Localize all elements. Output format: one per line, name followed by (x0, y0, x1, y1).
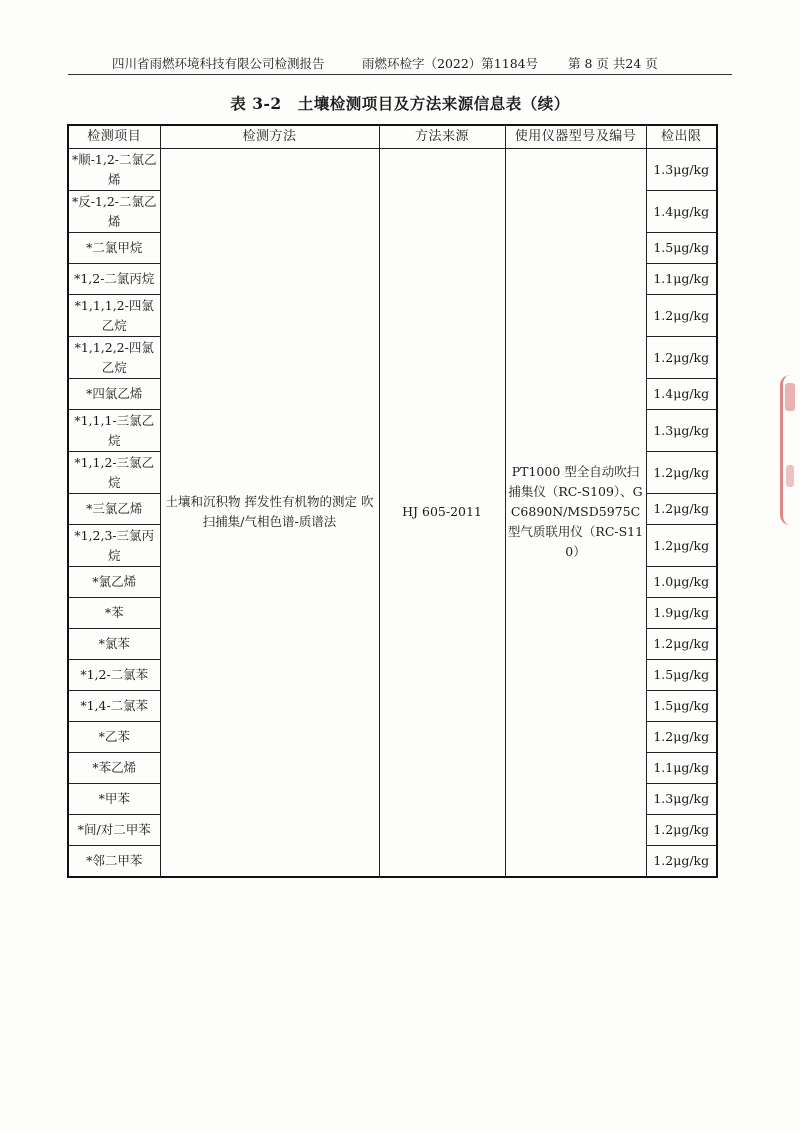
column-header-method: 检测方法 (160, 125, 379, 149)
test-method-cell: 土壤和沉积物 挥发性有机物的测定 吹扫捕集/气相色谱-质谱法 (160, 149, 379, 877)
column-header-item: 检测项目 (68, 125, 160, 149)
detection-limit-cell: 1.9μg/kg (646, 598, 717, 629)
column-header-limit: 检出限 (646, 125, 717, 149)
test-item-cell: *1,1,1,2-四氯乙烷 (68, 295, 160, 337)
detection-limit-cell: 1.5μg/kg (646, 233, 717, 264)
detection-limit-cell: 1.2μg/kg (646, 722, 717, 753)
test-item-cell: *四氯乙烯 (68, 379, 160, 410)
test-item-cell: *1,4-二氯苯 (68, 691, 160, 722)
test-item-cell: *苯 (68, 598, 160, 629)
detection-limit-cell: 1.2μg/kg (646, 337, 717, 379)
header-divider (68, 74, 732, 75)
detection-limit-cell: 1.1μg/kg (646, 753, 717, 784)
detection-limit-cell: 1.4μg/kg (646, 379, 717, 410)
test-item-cell: *氯乙烯 (68, 567, 160, 598)
page-number: 第 8 页 共24 页 (568, 56, 658, 71)
table-body (68, 149, 717, 877)
table-row (68, 149, 717, 191)
test-item-cell: *1,1,2-三氯乙烷 (68, 452, 160, 494)
instrument-cell: PT1000 型全自动吹扫捕集仪（RC-S109）、GC6890N/MSD5975C 型气质联用仪（RC-S110） (505, 149, 646, 877)
company-name: 四川省雨燃环境科技有限公司检测报告 (112, 56, 325, 71)
soil-test-table (67, 124, 718, 878)
table-title: 表 3-2 土壤检测项目及方法来源信息表（续） (230, 94, 570, 113)
column-header-instrument: 使用仪器型号及编号 (505, 125, 646, 149)
detection-limit-cell: 1.5μg/kg (646, 660, 717, 691)
detection-limit-cell: 1.2μg/kg (646, 815, 717, 846)
detection-limit-cell: 1.2μg/kg (646, 525, 717, 567)
detection-limit-cell: 1.4μg/kg (646, 191, 717, 233)
detection-limit-cell: 1.0μg/kg (646, 567, 717, 598)
test-item-cell: *邻二甲苯 (68, 846, 160, 877)
detection-limit-cell: 1.3μg/kg (646, 410, 717, 452)
test-item-cell: *1,2-二氯苯 (68, 660, 160, 691)
detection-limit-cell: 1.1μg/kg (646, 264, 717, 295)
detection-limit-cell: 1.2μg/kg (646, 846, 717, 877)
page-header (0, 50, 800, 74)
column-header-source: 方法来源 (379, 125, 505, 149)
test-item-cell: *苯乙烯 (68, 753, 160, 784)
detection-limit-cell: 1.2μg/kg (646, 452, 717, 494)
test-item-cell: *1,1,2,2-四氯乙烷 (68, 337, 160, 379)
test-item-cell: *间/对二甲苯 (68, 815, 160, 846)
test-item-cell: *三氯乙烯 (68, 494, 160, 525)
test-item-cell: *1,1,1-三氯乙烷 (68, 410, 160, 452)
test-item-cell: *乙苯 (68, 722, 160, 753)
detection-limit-cell: 1.3μg/kg (646, 149, 717, 191)
test-item-cell: *反-1,2-二氯乙烯 (68, 191, 160, 233)
detection-limit-cell: 1.2μg/kg (646, 295, 717, 337)
detection-limit-cell: 1.5μg/kg (646, 691, 717, 722)
test-item-cell: *氯苯 (68, 629, 160, 660)
detection-limit-cell: 1.2μg/kg (646, 494, 717, 525)
test-item-cell: *二氯甲烷 (68, 233, 160, 264)
detection-limit-cell: 1.3μg/kg (646, 784, 717, 815)
test-item-cell: *甲苯 (68, 784, 160, 815)
test-item-cell: *顺-1,2-二氯乙烯 (68, 149, 160, 191)
table-header-row (68, 125, 717, 149)
detection-limit-cell: 1.2μg/kg (646, 629, 717, 660)
test-item-cell: *1,2-二氯丙烷 (68, 264, 160, 295)
report-number: 雨燃环检字（2022）第1184号 (362, 56, 539, 71)
method-source-cell: HJ 605-2011 (379, 149, 505, 877)
red-seal-stamp (780, 375, 799, 525)
test-item-cell: *1,2,3-三氯丙烷 (68, 525, 160, 567)
